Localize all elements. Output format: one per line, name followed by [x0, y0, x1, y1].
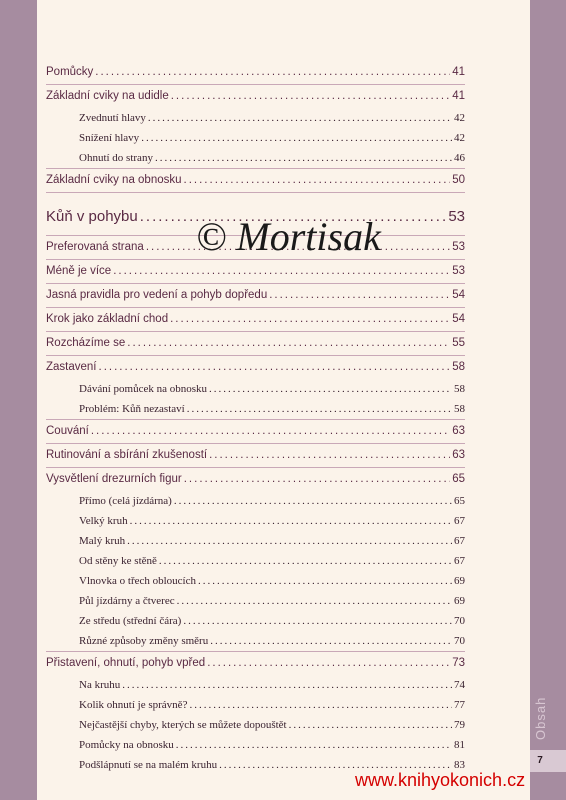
toc-entry-page: 70 [454, 635, 465, 647]
toc-entry-page: 77 [454, 699, 465, 711]
toc-section-entry [46, 260, 465, 283]
toc-entry-title: Ze středu (střední čára) [79, 615, 182, 627]
toc-leader-dots [146, 236, 450, 259]
toc-leader-dots [289, 715, 452, 735]
toc-leader-dots [122, 675, 452, 695]
toc-section-entry [46, 85, 465, 108]
toc-entry-page: 69 [454, 595, 465, 607]
toc-entry-title: Od stěny ke stěně [79, 555, 157, 567]
toc-entry-title: Jasná pravidla pro vedení a pohyb dopředu [46, 289, 268, 301]
toc-entry-page: 58 [454, 383, 465, 395]
toc-subsection-entry [46, 675, 465, 695]
toc-leader-dots [99, 356, 451, 379]
toc-section-entry [46, 420, 465, 443]
toc-leader-dots [198, 571, 452, 591]
toc-divider [46, 192, 465, 193]
toc-subsection-entry [46, 695, 465, 715]
toc-entry-page: 63 [452, 449, 465, 461]
toc-entry-title: Vlnovka o třech obloucích [79, 575, 196, 587]
toc-entry-page: 63 [452, 425, 465, 437]
toc-leader-dots [209, 379, 452, 399]
page-margin-right [530, 0, 566, 800]
toc-entry-page: 41 [452, 90, 465, 102]
toc-leader-dots [170, 308, 450, 331]
toc-leader-dots [210, 631, 452, 651]
toc-leader-dots [113, 260, 450, 283]
toc-section-entry [46, 468, 465, 491]
toc-subsection-entry [46, 128, 465, 148]
toc-entry-title: Pomůcky [46, 66, 94, 78]
toc-subsection-entry [46, 715, 465, 735]
toc-leader-dots [177, 591, 452, 611]
toc-entry-title: Základní cviky na udidle [46, 90, 169, 102]
toc-section-entry [46, 308, 465, 331]
toc-entry-title: Zastavení [46, 361, 97, 373]
toc-subsection-entry [46, 379, 465, 399]
toc-entry-page: 70 [454, 615, 465, 627]
toc-entry-page: 46 [454, 152, 465, 164]
toc-leader-dots [209, 444, 450, 467]
toc-subsection-entry [46, 148, 465, 168]
toc-entry-title: Krok jako základní chod [46, 313, 169, 325]
toc-entry-page: 67 [454, 515, 465, 527]
toc-leader-dots [127, 531, 452, 551]
toc-leader-dots [207, 652, 450, 675]
toc-entry-title: Základní cviky na obnosku [46, 174, 182, 186]
toc-subsection-entry [46, 735, 465, 755]
toc-subsection-entry [46, 531, 465, 551]
watermark: © Mortisak [196, 214, 381, 259]
toc-entry-title: Různé způsoby změny směru [79, 635, 209, 647]
toc-entry-page: 42 [454, 112, 465, 124]
toc-section-entry [46, 169, 465, 192]
toc-leader-dots [183, 611, 452, 631]
toc-leader-dots [141, 128, 452, 148]
toc-entry-page: 53 [452, 241, 465, 253]
toc-leader-dots [184, 169, 451, 192]
toc-entry-page: 65 [452, 473, 465, 485]
toc-entry-title: Podšlápnutí se na malém kruhu [79, 759, 218, 771]
toc-leader-dots [187, 399, 452, 419]
toc-leader-dots [269, 284, 450, 307]
toc-entry-title: Zvednutí hlavy [79, 112, 146, 124]
toc-leader-dots [184, 468, 450, 491]
toc-entry-title: Snížení hlavy [79, 132, 140, 144]
toc-entry-title: Problém: Kůň nezastaví [79, 403, 185, 415]
toc-subsection-entry [46, 611, 465, 631]
toc-section-entry [46, 332, 465, 355]
toc-entry-page: 53 [452, 265, 465, 277]
toc-leader-dots [171, 85, 450, 108]
toc-entry-page: 41 [452, 66, 465, 78]
toc-leader-dots [189, 695, 452, 715]
toc-entry-page: 58 [454, 403, 465, 415]
toc-subsection-entry [46, 631, 465, 651]
toc-leader-dots [174, 491, 452, 511]
toc-section-entry [46, 284, 465, 307]
toc-leader-dots [159, 551, 452, 571]
toc-section-entry [46, 356, 465, 379]
toc-entry-page: 50 [452, 174, 465, 186]
toc-leader-dots [130, 511, 452, 531]
toc-entry-page: 54 [452, 289, 465, 301]
toc-entry-title: Přímo (celá jízdárna) [79, 495, 172, 507]
toc-subsection-entry [46, 399, 465, 419]
toc-entry-title: Couvání [46, 425, 89, 437]
toc-subsection-entry [46, 511, 465, 531]
toc-section-entry [46, 236, 465, 259]
toc-leader-dots [95, 61, 450, 84]
section-tab-label: Obsah [533, 696, 548, 740]
toc-entry-title: Půl jízdárny a čtverec [79, 595, 175, 607]
toc-chapter-entry [46, 199, 465, 235]
toc-entry-title: Ohnutí do strany [79, 152, 153, 164]
toc-entry-title: Přistavení, ohnutí, pohyb vpřed [46, 657, 206, 669]
toc-section-entry [46, 444, 465, 467]
toc-entry-title: Vysvětlení drezurních figur [46, 473, 182, 485]
toc-entry-title: Malý kruh [79, 535, 126, 547]
toc-entry-page: 83 [454, 759, 465, 771]
website-url: www.knihyokonich.cz [355, 770, 526, 790]
toc-entry-page: 54 [452, 313, 465, 325]
toc-subsection-entry [46, 551, 465, 571]
toc-entry-title: Nejčastější chyby, kterých se můžete dopouštět [79, 719, 287, 731]
toc-leader-dots [91, 420, 450, 443]
toc-entry-page: 58 [452, 361, 465, 373]
page-number: 7 [537, 755, 543, 766]
toc-entry-page: 42 [454, 132, 465, 144]
page-margin-left [0, 0, 37, 800]
toc-entry-title: Na kruhu [79, 679, 121, 691]
toc-entry-title: Preferovaná strana [46, 241, 144, 253]
toc-leader-dots [140, 199, 447, 235]
toc-entry-page: 81 [454, 739, 465, 751]
toc-entry-page: 69 [454, 575, 465, 587]
toc-entry-page: 65 [454, 495, 465, 507]
toc-entry-title: Pomůcky na obnosku [79, 739, 174, 751]
toc-section-entry [46, 61, 465, 84]
toc-entry-page: 67 [454, 555, 465, 567]
toc-entry-title: Kůň v pohybu [46, 208, 138, 225]
toc-section-entry [46, 652, 465, 675]
toc-leader-dots [176, 735, 452, 755]
toc-entry-title: Velký kruh [79, 515, 128, 527]
toc-leader-dots [148, 108, 452, 128]
toc-entry-title: Méně je více [46, 265, 112, 277]
toc-entry-title: Rozcházíme se [46, 337, 126, 349]
toc-leader-dots [127, 332, 450, 355]
toc-entry-page: 73 [452, 657, 465, 669]
toc-entry-page: 55 [452, 337, 465, 349]
toc-entry-title: Dávání pomůcek na obnosku [79, 383, 207, 395]
toc-entry-title: Rutinování a sbírání zkušeností [46, 449, 208, 461]
toc-subsection-entry [46, 108, 465, 128]
toc-entry-page: 74 [454, 679, 465, 691]
toc-entry-page: 67 [454, 535, 465, 547]
table-of-contents [46, 61, 465, 775]
toc-subsection-entry [46, 491, 465, 511]
toc-entry-page: 79 [454, 719, 465, 731]
toc-entry-page: 53 [448, 208, 465, 225]
toc-entry-title: Kolik ohnutí je správně? [79, 699, 188, 711]
toc-leader-dots [155, 148, 452, 168]
toc-subsection-entry [46, 591, 465, 611]
toc-subsection-entry [46, 571, 465, 591]
